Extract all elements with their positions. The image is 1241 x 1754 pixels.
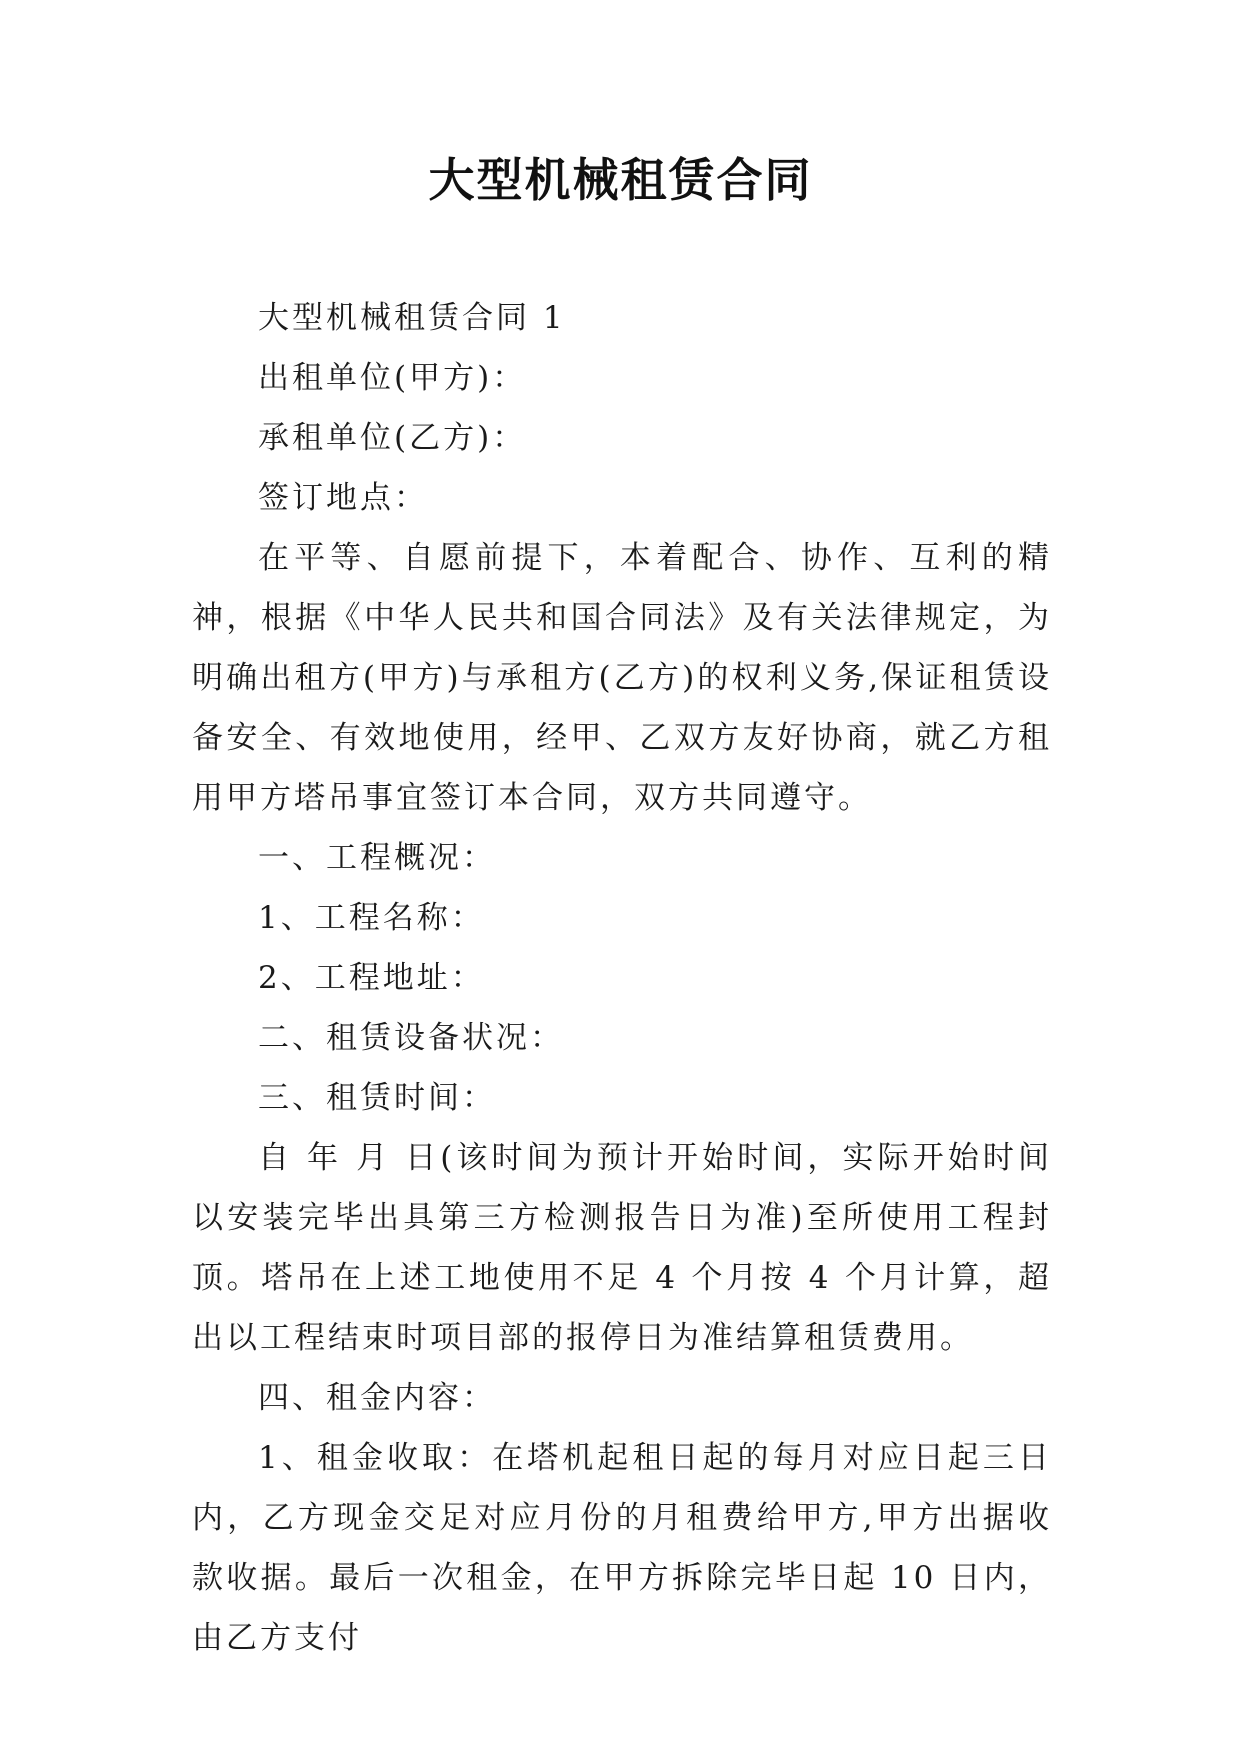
rent-collection-paragraph: 1、租金收取：在塔机起租日起的每月对应日起三日内，乙方现金交足对应月份的月租费给甲方,甲方出据收款收据。最后一次租金，在甲方拆除完毕日起 10 日内，由乙方支付 [192,1440,1052,1656]
document-title: 大型机械租赁合同 [428,153,813,207]
contract-heading: 大型机械租赁合同 1 [258,300,566,336]
project-address-line: 2、工程地址： [258,960,485,996]
preamble-paragraph: 在平等、自愿前提下，本着配合、协作、互利的精神，根据《中华人民共和国合同法》及有关法律规定，为明确出租方(甲方)与承租方(乙方)的权利义务,保证租赁设备安全、有效地使用，经甲、乙双方友好协商，就乙方租用甲方塔吊事宜签订本合同，双方共同遵守。 [192,540,1052,816]
section-equipment-status: 二、租赁设备状况： [258,1020,564,1056]
document-body [192,288,1052,1668]
section-rent-content: 四、租金内容： [258,1380,496,1416]
section-project-overview: 一、工程概况： [258,840,496,876]
section-lease-period: 三、租赁时间： [258,1080,496,1116]
lease-period-paragraph: 自 年 月 日(该时间为预计开始时间，实际开始时间以安装完毕出具第三方检测报告日为准)至所使用工程封顶。塔吊在上述工地使用不足 4 个月按 4 个月计算，超出以工程结束时项目部的报停日为准结算租赁费用。 [192,1140,1052,1356]
lessor-line: 出租单位(甲方)： [258,360,527,396]
lessee-line: 承租单位(乙方)： [258,420,527,456]
project-name-line: 1、工程名称： [258,900,485,936]
signing-place-line: 签订地点： [258,480,428,516]
